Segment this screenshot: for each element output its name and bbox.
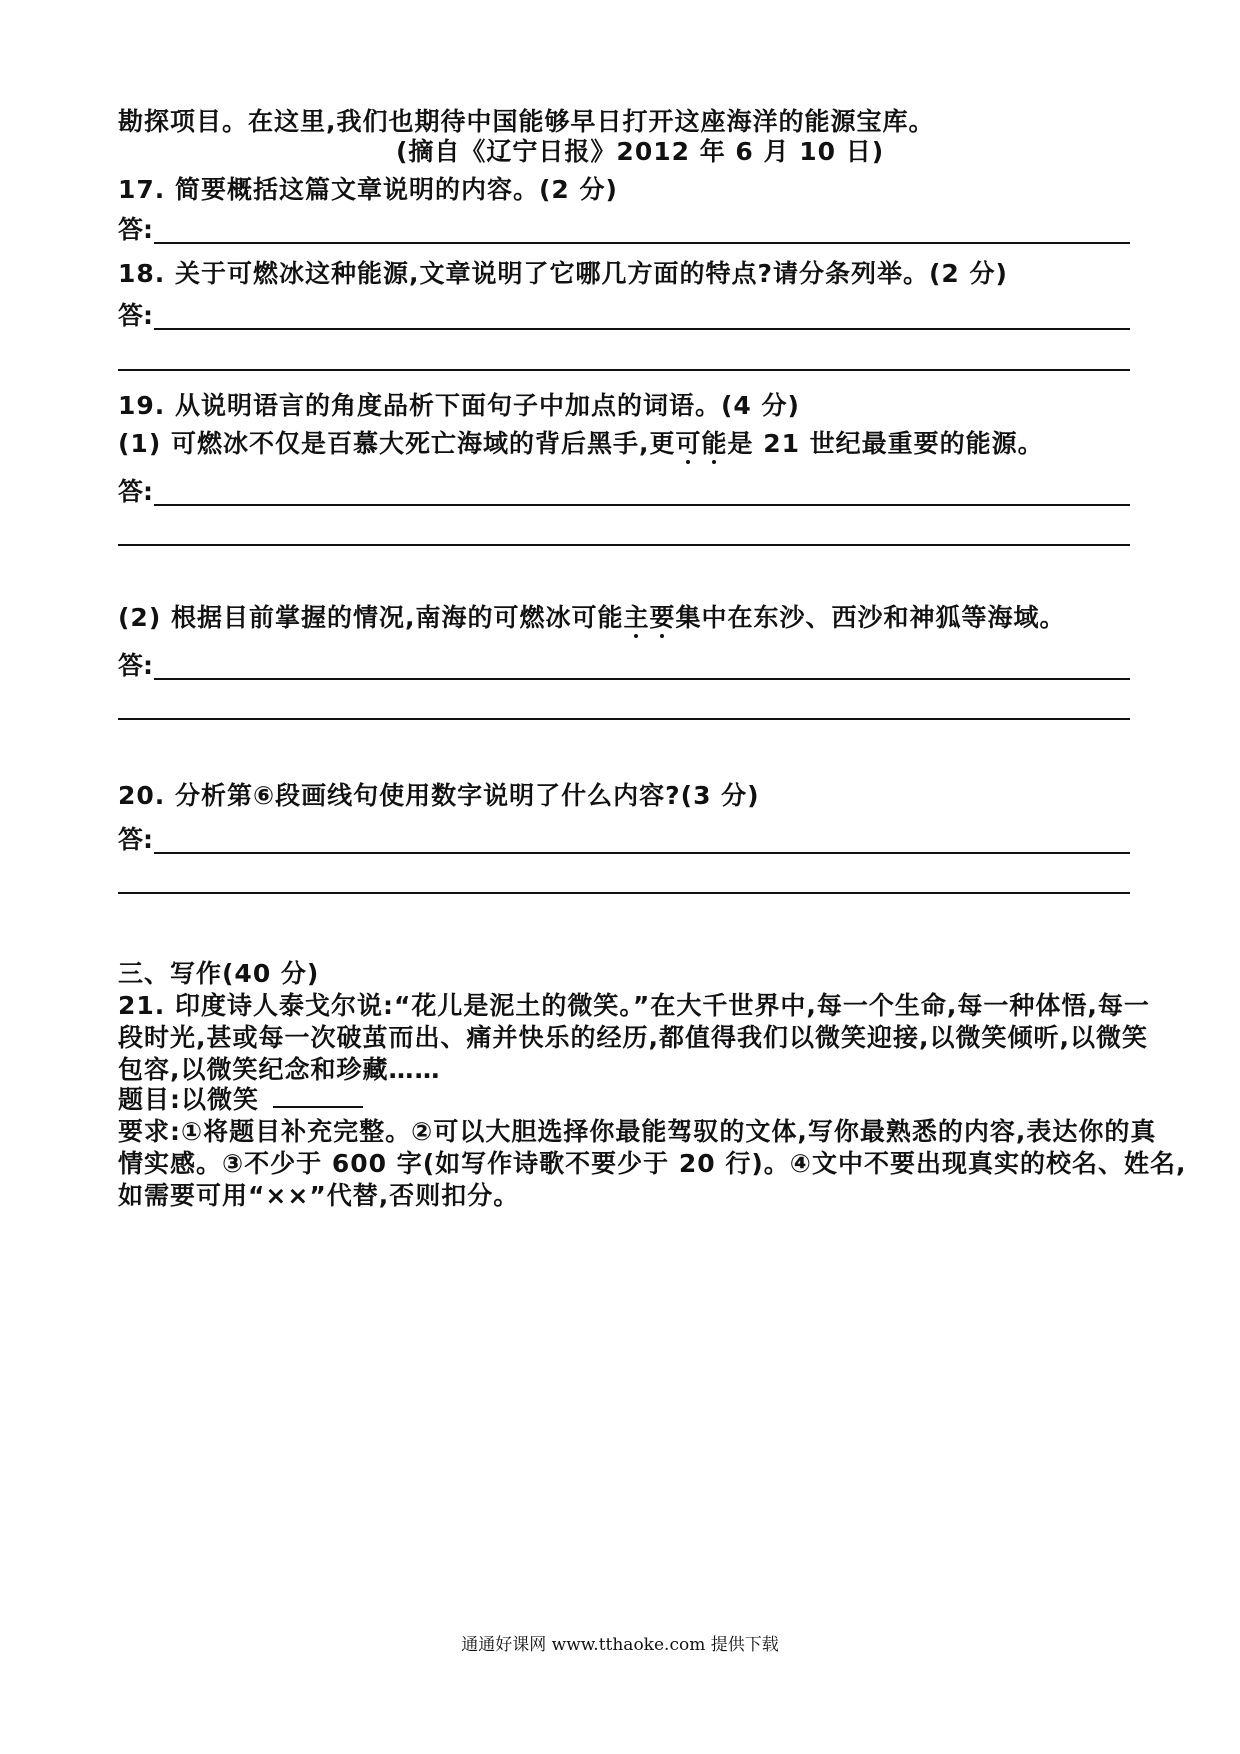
q21-topic xyxy=(118,1084,363,1116)
emphasis-dot-char: 主 xyxy=(623,603,650,632)
emphasis-dot-char: 能 xyxy=(701,429,728,458)
topic-text: 题目:以微笑 xyxy=(118,1085,259,1114)
q21-line-2: 段时光,甚或每一次破茧而出、痛并快乐的经历,都值得我们以微笑迎接,以微笑倾听,以微笑 xyxy=(118,1023,1148,1052)
answer-label: 答: xyxy=(118,825,153,854)
passage-source: (摘自《辽宁日报》2012 年 6 月 10 日) xyxy=(396,137,885,166)
topic-blank[interactable] xyxy=(273,1086,363,1108)
sub1-dotted-word xyxy=(675,429,727,458)
question-18: 18. 关于可燃冰这种能源,文章说明了它哪几方面的特点?请分条列举。(2 分) xyxy=(118,259,1008,288)
sub2-text-after: 集中在东沙、西沙和神狐等海域。 xyxy=(675,603,1066,632)
answer-label: 答: xyxy=(118,301,153,330)
sub1-text-after: 是 21 世纪最重要的能源。 xyxy=(727,429,1044,458)
answer-line xyxy=(154,504,1130,506)
sub1-text-before: (1) 可燃冰不仅是百慕大死亡海域的背后黑手,更 xyxy=(118,429,676,458)
answer-label: 答: xyxy=(118,215,153,244)
answer-line xyxy=(154,328,1130,330)
q21-line-1: 21. 印度诗人泰戈尔说:“花儿是泥土的微笑。”在大千世界中,每一个生命,每一种体悟,每一 xyxy=(118,991,1150,1020)
answer-field-19-2[interactable] xyxy=(118,650,1130,682)
answer-line xyxy=(154,242,1130,244)
requirement-line-2: 情实感。③不少于 600 字(如写作诗歌不要少于 20 行)。④文中不要出现真实的校名、姓名, xyxy=(118,1149,1187,1178)
requirement-line-3: 如需要可用“××”代替,否则扣分。 xyxy=(118,1181,520,1210)
answer-label: 答: xyxy=(118,477,153,506)
question-19-sub1 xyxy=(118,428,1044,460)
answer-line-19-2-extra[interactable] xyxy=(118,718,1130,720)
answer-label: 答: xyxy=(118,651,153,680)
answer-line xyxy=(154,852,1130,854)
question-17: 17. 简要概括这篇文章说明的内容。(2 分) xyxy=(118,175,618,204)
answer-field-19-1[interactable] xyxy=(118,476,1130,508)
emphasis-dot-char: 要 xyxy=(649,603,676,632)
writing-section-title: 三、写作(40 分) xyxy=(118,959,320,988)
sub2-dotted-word xyxy=(623,603,675,632)
answer-line-19-1-extra[interactable] xyxy=(118,544,1130,546)
question-19-sub2 xyxy=(118,602,1066,634)
requirement-line-1: 要求:①将题目补充完整。②可以大胆选择你最能驾驭的文体,写你最熟悉的内容,表达你的真 xyxy=(118,1117,1157,1146)
passage-closing-line: 勘探项目。在这里,我们也期待中国能够早日打开这座海洋的能源宝库。 xyxy=(118,107,935,136)
q21-line-3: 包容,以微笑纪念和珍藏…… xyxy=(118,1055,441,1084)
emphasis-dot-char: 可 xyxy=(675,429,702,458)
sub2-text-before: (2) 根据目前掌握的情况,南海的可燃冰可能 xyxy=(118,603,624,632)
answer-line-20-extra[interactable] xyxy=(118,892,1130,894)
footer-watermark: 通通好课网 www.tthaoke.com 提供下载 xyxy=(461,1635,779,1655)
answer-field-17[interactable] xyxy=(118,214,1130,246)
answer-field-18[interactable] xyxy=(118,300,1130,332)
answer-field-20[interactable] xyxy=(118,824,1130,856)
question-19: 19. 从说明语言的角度品析下面句子中加点的词语。(4 分) xyxy=(118,391,800,420)
answer-line-18-extra[interactable] xyxy=(118,369,1130,371)
question-20: 20. 分析第⑥段画线句使用数字说明了什么内容?(3 分) xyxy=(118,781,760,810)
answer-line xyxy=(154,678,1130,680)
